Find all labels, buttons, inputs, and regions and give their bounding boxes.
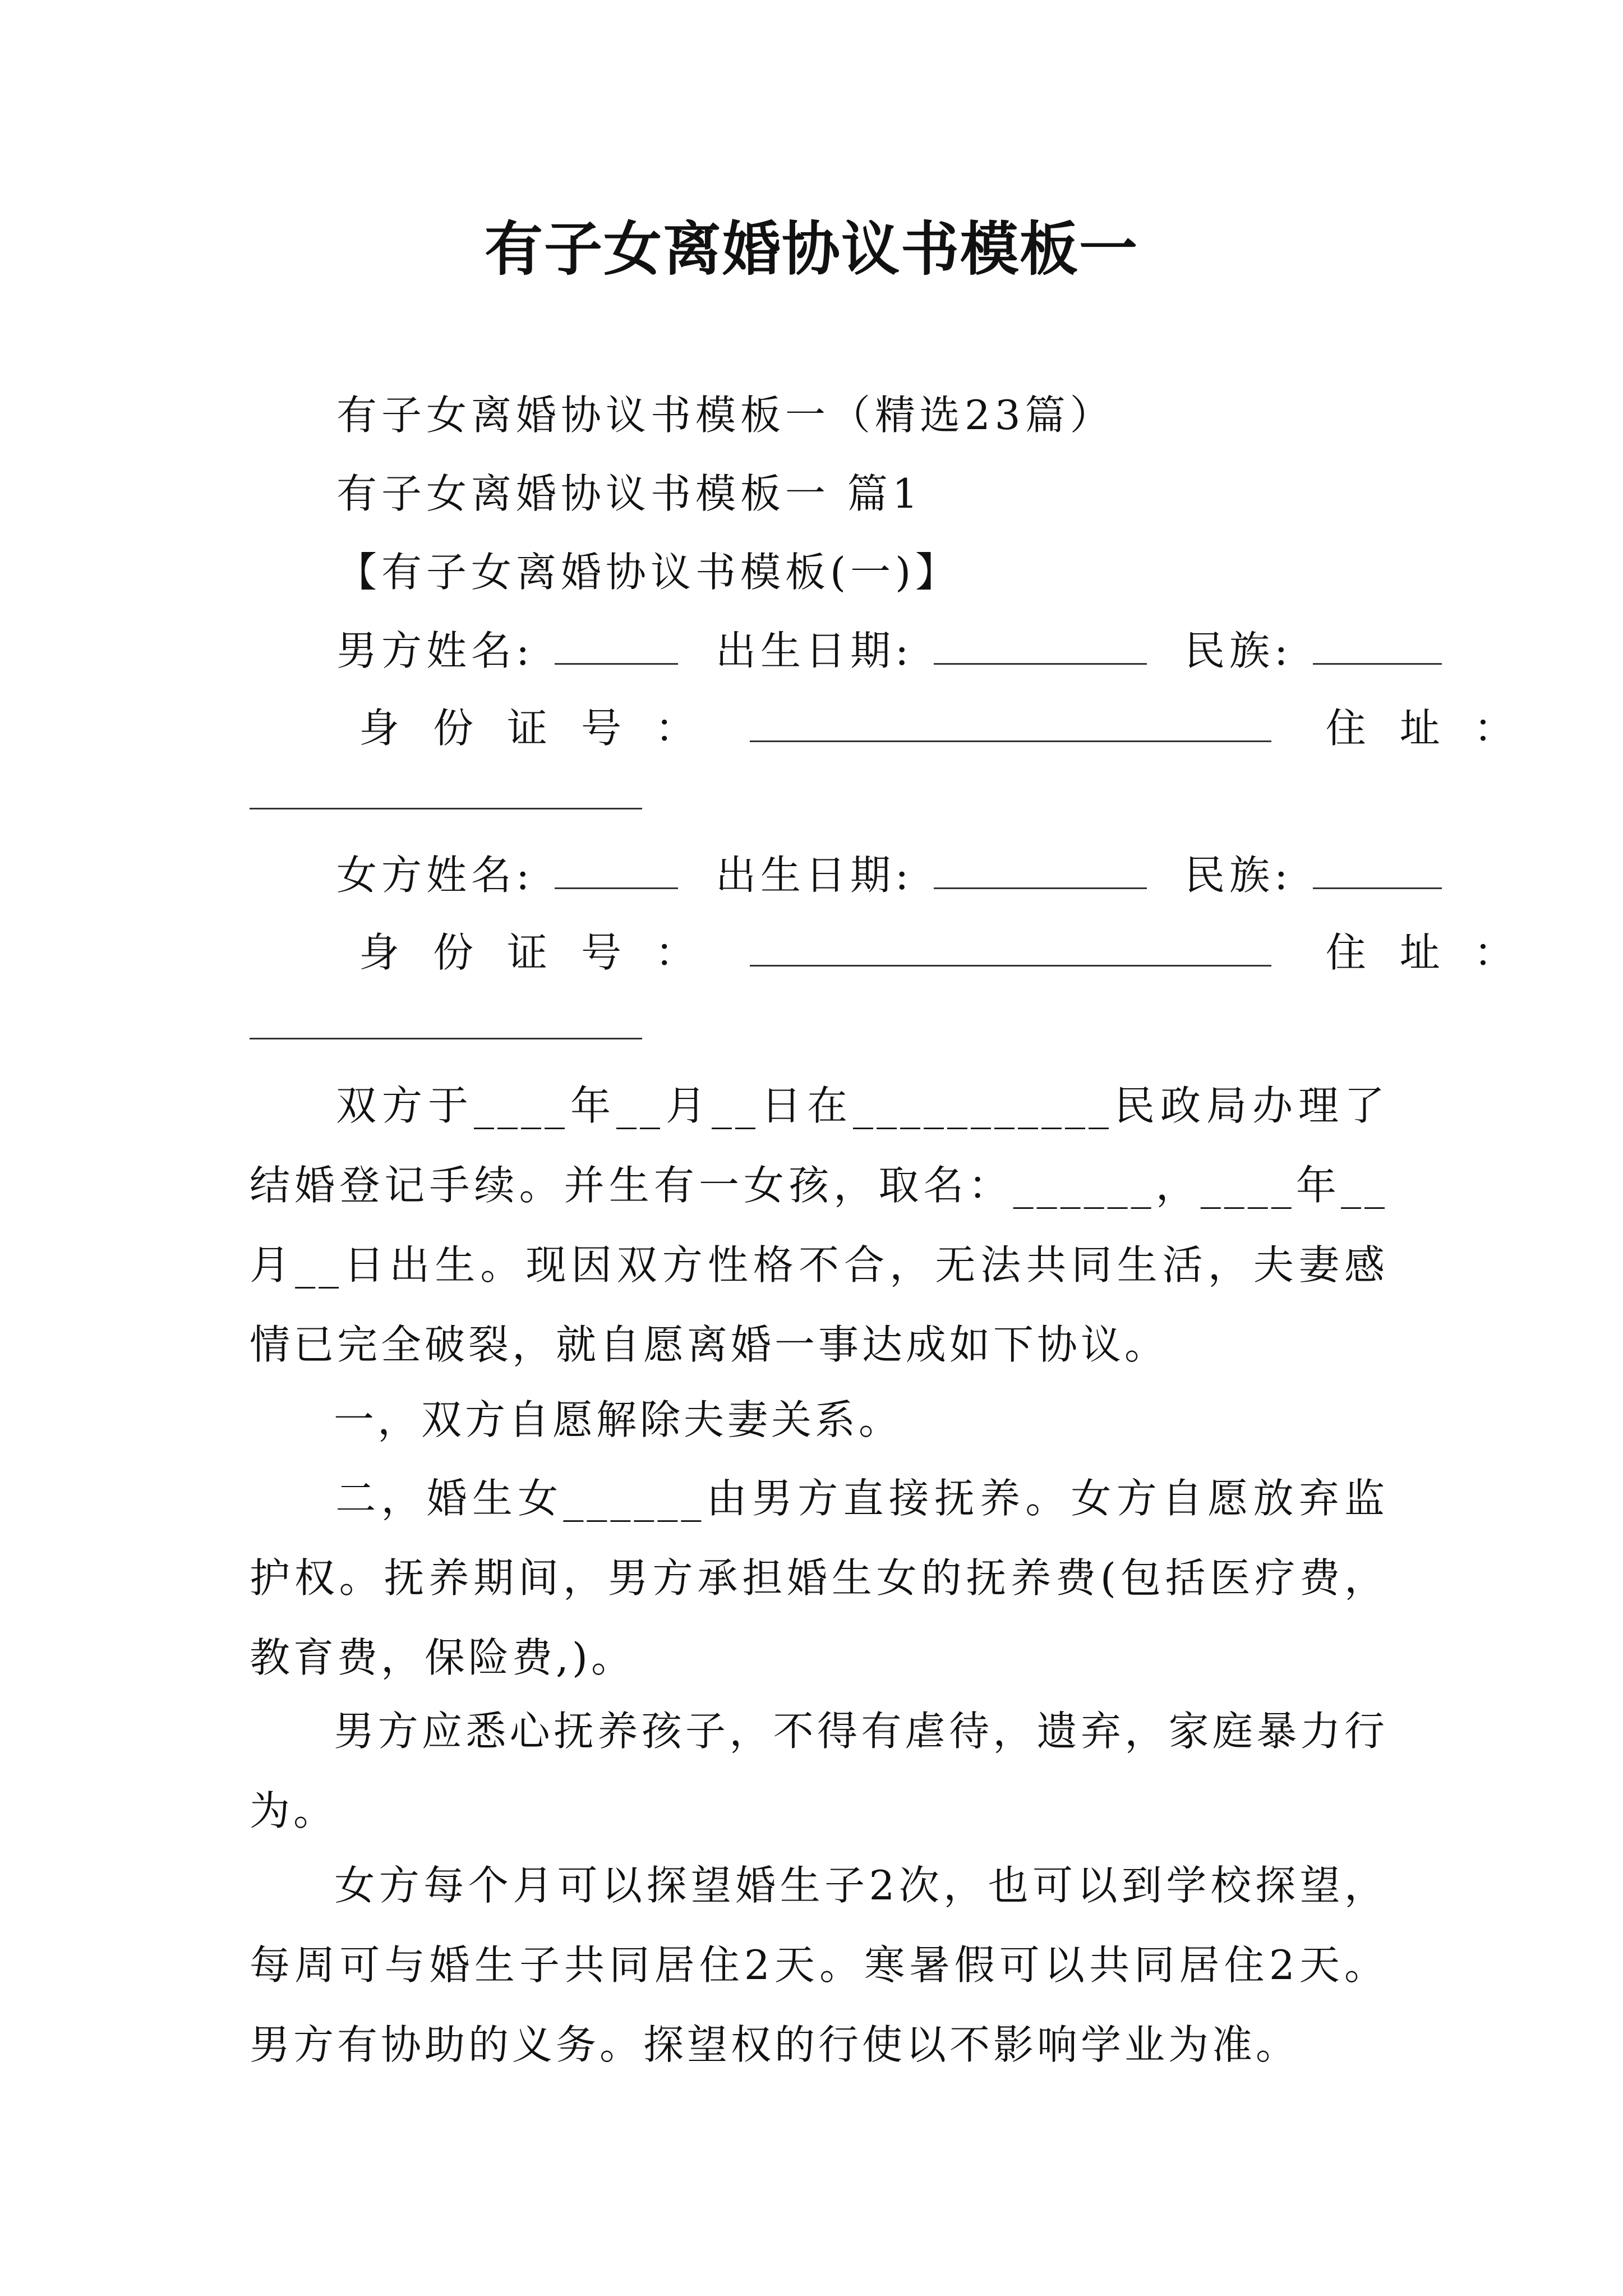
male-id-row xyxy=(359,700,1548,756)
female-id-row xyxy=(359,924,1548,981)
section-label: 有子女离婚协议书模板一 篇1 xyxy=(336,470,923,517)
female-ethnic-blank[interactable] xyxy=(1313,854,1442,889)
paragraph-clause-2: 二，婚生女______由男方直接抚养。女方自愿放弃监护权。抚养期间，男方承担婚生女的抚养费(包括医疗费，教育费，保险费,)。 xyxy=(250,1475,1388,1681)
paragraph-clause-1: 一，双方自愿解除夫妻关系。 xyxy=(334,1396,903,1443)
male-address-blank[interactable] xyxy=(250,808,642,809)
male-info-row xyxy=(336,623,1445,679)
female-info-row xyxy=(336,847,1445,903)
paragraph-marriage: 双方于____年__月__日在___________民政局办理了结婚登记手续。并生有一女孩，取名：______，____年__月__日出生。现因双方性格不合，无法共同生活，夫妻感情已完全破裂，就自愿离婚一事达成如下协议。 xyxy=(250,1082,1388,1368)
document-title: 有子女离婚协议书模板一 xyxy=(484,214,1138,283)
female-id-blank[interactable] xyxy=(750,931,1271,967)
female-name-label: 女方姓名: xyxy=(336,852,534,899)
male-ethnic-label: 民族: xyxy=(1184,627,1293,674)
male-id-blank[interactable] xyxy=(750,707,1271,742)
female-address-blank[interactable] xyxy=(250,1038,642,1039)
male-birth-label: 出生日期: xyxy=(716,627,914,674)
female-address-label: 住址： xyxy=(1325,929,1548,976)
male-name-blank[interactable] xyxy=(555,629,678,665)
template-heading: 【有子女离婚协议书模板(一)】 xyxy=(336,549,961,596)
female-birth-blank[interactable] xyxy=(934,854,1147,889)
female-birth-label: 出生日期: xyxy=(716,852,914,899)
female-name-blank[interactable] xyxy=(555,854,678,889)
male-birth-blank[interactable] xyxy=(934,629,1147,665)
subtitle: 有子女离婚协议书模板一（精选23篇） xyxy=(336,392,1115,439)
female-id-label: 身份证号： xyxy=(359,929,730,976)
male-id-label: 身份证号： xyxy=(359,705,730,752)
male-name-label: 男方姓名: xyxy=(336,627,534,674)
paragraph-care: 男方应悉心抚养孩子，不得有虐待，遗弃，家庭暴力行为。 xyxy=(250,1708,1388,1834)
paragraph-visitation: 女方每个月可以探望婚生子2次，也可以到学校探望，每周可与婚生子共同居住2天。寒暑假可以共同居住2天。男方有协助的义务。探望权的行使以不影响学业为准。 xyxy=(250,1862,1388,2068)
male-address-label: 住址： xyxy=(1325,705,1548,752)
female-ethnic-label: 民族: xyxy=(1184,852,1293,899)
male-ethnic-blank[interactable] xyxy=(1313,629,1442,665)
